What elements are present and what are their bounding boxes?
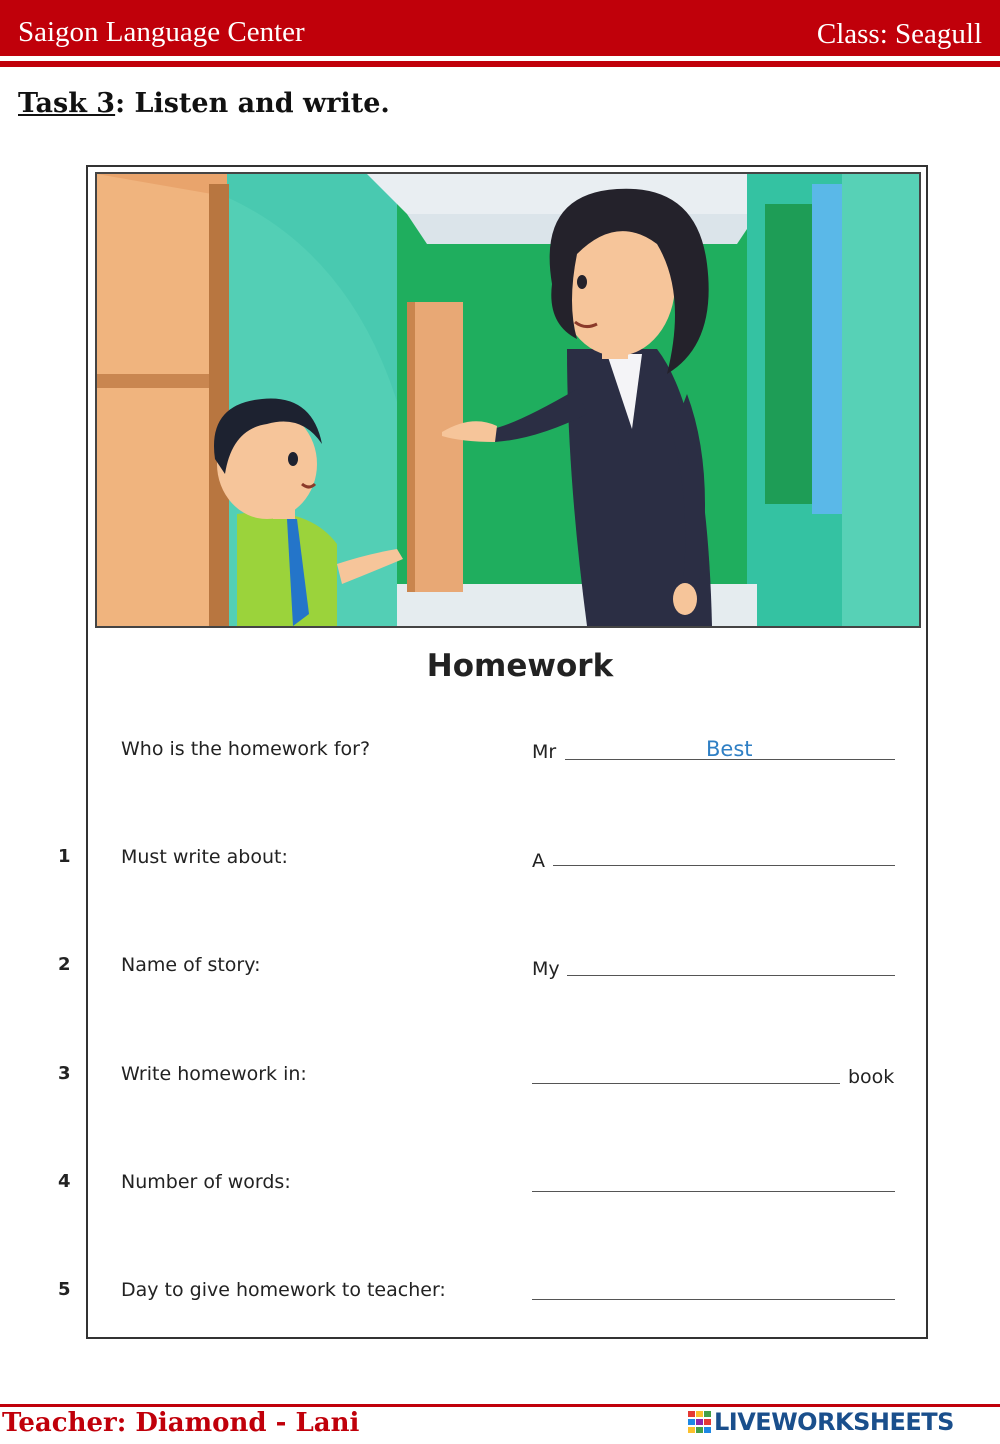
liveworksheets-icon: [688, 1411, 712, 1433]
worksheet-title: Homework: [426, 648, 614, 684]
school-name: Saigon Language Center: [18, 16, 305, 48]
item-prefix-1: A: [532, 850, 545, 872]
item-number-3: 3: [58, 1063, 71, 1084]
example-answer: Best: [706, 737, 753, 761]
header-divider: [0, 61, 1000, 67]
classroom-illustration: [95, 172, 921, 628]
example-prefix: Mr: [532, 741, 557, 763]
brand-name: LIVEWORKSHEETS: [714, 1408, 954, 1436]
item-question-1: Must write about:: [121, 846, 288, 868]
teacher-name: Teacher: Diamond - Lani: [2, 1408, 360, 1438]
liveworksheets-logo: [688, 1408, 988, 1436]
answer-input-1[interactable]: [553, 842, 895, 866]
footer-divider: [0, 1404, 1000, 1407]
class-label: Class: Seagull: [816, 18, 982, 50]
item-prefix-2: My: [532, 958, 560, 980]
answer-input-5[interactable]: [532, 1276, 895, 1300]
task-heading: [18, 88, 390, 119]
item-question-2: Name of story:: [121, 954, 261, 976]
example-question: Who is the homework for?: [121, 738, 371, 760]
answer-input-3[interactable]: [532, 1060, 840, 1084]
item-question-3: Write homework in:: [121, 1063, 307, 1085]
header-bar: [0, 0, 1000, 56]
teacher-and-boy-image: [97, 174, 919, 626]
item-number-2: 2: [58, 954, 71, 975]
item-number-4: 4: [58, 1171, 71, 1192]
item-question-4: Number of words:: [121, 1171, 291, 1193]
answer-input-4[interactable]: [532, 1168, 895, 1192]
item-number-1: 1: [58, 846, 71, 867]
answer-input-2[interactable]: [567, 952, 895, 976]
item-question-5: Day to give homework to teacher:: [121, 1279, 446, 1301]
item-suffix-3: book: [848, 1066, 895, 1088]
item-number-5: 5: [58, 1279, 71, 1300]
task-instruction: : Listen and write.: [115, 88, 390, 119]
task-number: Task 3: [18, 88, 116, 119]
